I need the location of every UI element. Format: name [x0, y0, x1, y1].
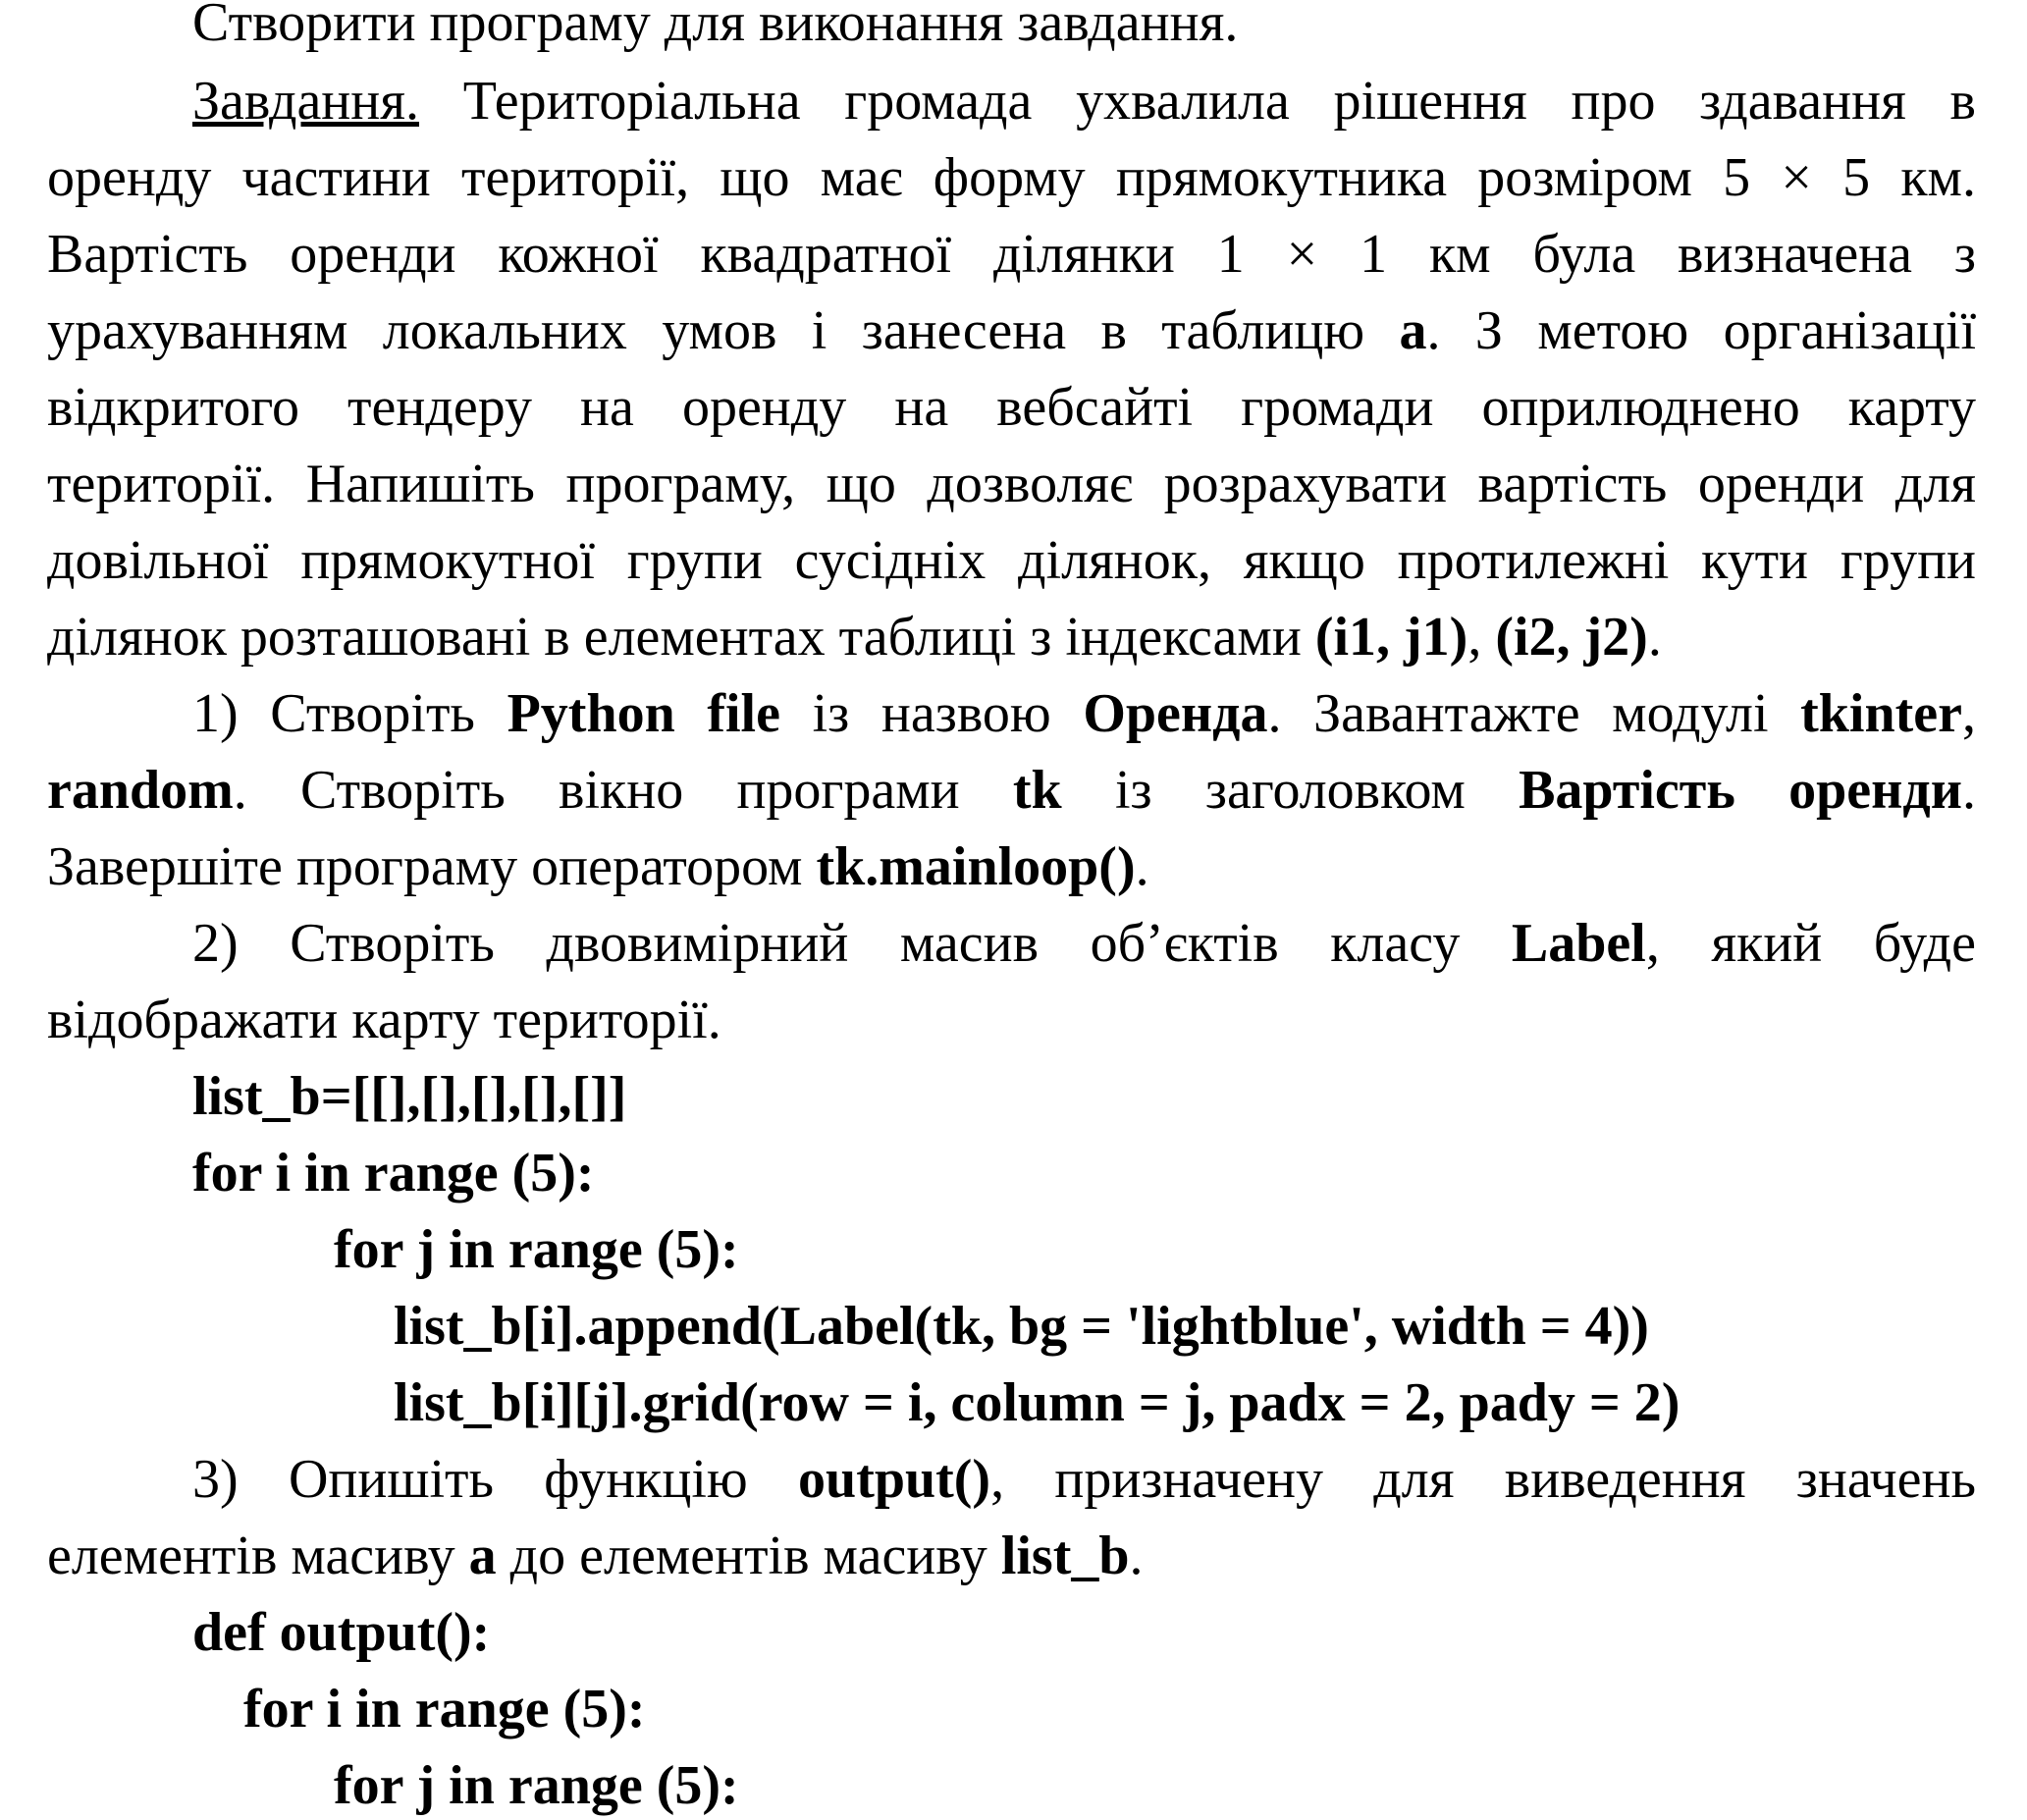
code-line: list_b[i].append(Label(tk, bg = 'lightblue', width = 4)): [394, 1296, 1649, 1357]
step2-line-1: 2) Створіть двовимірний масив об’єктів класу Label, який буде: [192, 913, 1976, 974]
code-line: for j in range (5):: [334, 1755, 739, 1816]
step1-line-3: Завершіте програму оператором tk.mainloop().: [47, 836, 1149, 897]
code-line: for i in range (5):: [243, 1679, 646, 1740]
code-line: list_b=[[],[],[],[],[]]: [192, 1066, 627, 1127]
task-line-5: відкритого тендеру на оренду на вебсайті громади оприлюднено карту: [47, 377, 1976, 438]
step1-line-2: random. Створіть вікно програми tk із заголовком Вартість оренди.: [47, 760, 1976, 821]
step3-line-2: елементів масиву a до елементів масиву list_b.: [47, 1526, 1144, 1586]
task-line-3: Вартість оренди кожної квадратної ділянки 1 × 1 км була визначена з: [47, 224, 1976, 285]
task-label: Завдання.: [192, 71, 419, 132]
task-line-7: довільної прямокутної групи сусідніх ділянок, якщо протилежні кути групи: [47, 530, 1976, 591]
step3-line-1: 3) Опишіть функцію output(), призначену для виведення значень: [192, 1449, 1976, 1510]
task-line-8: ділянок розташовані в елементах таблиці з індексами (i1, j1), (i2, j2).: [47, 607, 1662, 668]
code-line: for i in range (5):: [192, 1143, 595, 1204]
code-line: for j in range (5):: [334, 1219, 739, 1280]
intro-line: Створити програму для виконання завдання.: [192, 0, 1239, 53]
code-line: list_b[i][j].grid(row = i, column = j, padx = 2, pady = 2): [394, 1372, 1680, 1433]
code-line: def output():: [192, 1602, 491, 1663]
step2-line-2: відображати карту території.: [47, 990, 721, 1050]
step1-line-1: 1) Створіть Python file із назвою Оренда. Завантажте модулі tkinter,: [192, 683, 1976, 744]
task-line-2: оренду частини території, що має форму прямокутника розміром 5 × 5 км.: [47, 147, 1976, 208]
task-line-4: урахуванням локальних умов і занесена в таблицю a. З метою організації: [47, 300, 1976, 361]
task-line-1: Завдання. Територіальна громада ухвалила рішення про здавання в: [192, 71, 1976, 132]
task-line-6: території. Напишіть програму, що дозволяє розрахувати вартість оренди для: [47, 454, 1976, 514]
